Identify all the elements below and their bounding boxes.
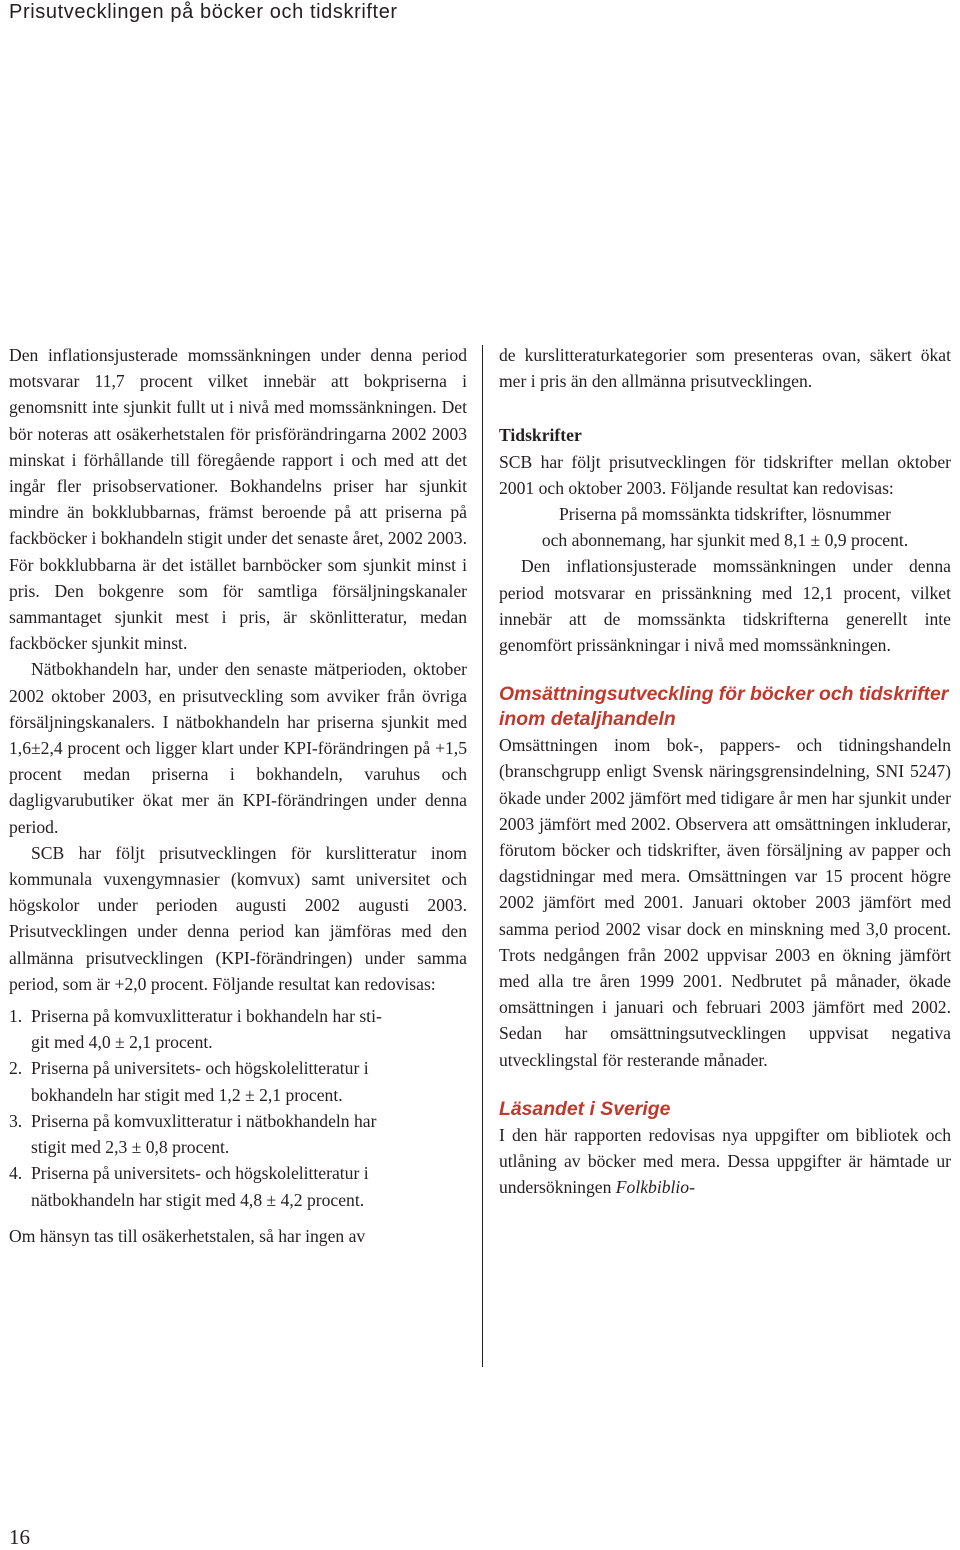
list-text: Priserna på universitets- och högskolelitteratur i [31,1163,369,1184]
body-paragraph: Den inflationsjusterade momssänkningen under denna period motsvarar en prissänkning med 12,1 procent, vilket innebär att de momssänkta tidskrifterna generellt inte genomfört prissänkningar i nivå med momssänkningen. [499,556,951,656]
section-heading-lasandet: Läsandet i Sverige [499,1097,671,1120]
result-line: Priserna på momssänkta tidskrifter, lösnummer [558,504,892,525]
list-text: Priserna på komvuxlitteratur i bokhandeln har sti- [31,1006,382,1027]
list-item [9,1108,467,1160]
subheading-tidskrifter: Tidskrifter [499,425,582,446]
list-text-cont: nätbokhandeln har stigit med 4,8 ± 4,2 procent. [31,1189,365,1210]
section-heading-omsattning: Omsättningsutveckling för böcker och tidskrifter inom detaljhandeln [499,683,949,731]
page-number: 16 [9,1525,30,1549]
body-text: I den här rapporten redovisas nya uppgifter om bibliotek och utlåning av böcker med mera. Dessa uppgifter är hämtade ur undersökningen [499,1124,951,1198]
list-number: 3. [9,1110,23,1131]
list-item [9,1055,467,1107]
list-text: Priserna på universitets- och högskolelitteratur i [31,1058,369,1079]
result-list [9,1003,467,1213]
left-column [9,342,467,1249]
right-column [499,342,951,1200]
result-line: och abonnemang, har sjunkit med 8,1 ± 0,9 procent. [541,530,909,551]
body-paragraph: Nätbokhandeln har, under den senaste mätperioden, oktober 2002 oktober 2003, en prisutveckling som avviker från övriga försäljningskanalers. I nätbokhandeln har priserna sjunkit med 1,6±2,4 procent och ligger klart under KPI-förändringen på +1,5 procent medan priserna i bokhandeln, varuhus och dagligvarubutiker ökat mer än KPI-förändringen under denna period. [9,659,467,837]
body-paragraph: SCB har följt prisutvecklingen för tidskrifter mellan oktober 2001 och oktober 2003. Följande resultat kan redovisas: [499,451,951,498]
running-head: Prisutvecklingen på böcker och tidskrifter [9,1,398,23]
body-paragraph: SCB har följt prisutvecklingen för kurslitteratur inom kommunala vuxengymnasier (komvux) samt universitet och högskolor under perioden augusti 2002 augusti 2003. Prisutvecklingen under denna period kan jämföras med den allmänna prisutvecklingen (KPI-förändringen) under samma period, som är +2,0 procent. Följande resultat kan redovisas: [9,842,467,994]
body-paragraph: Omsättningen inom bok-, pappers- och tidningshandeln (branschgrupp enligt Svensk näringsgrensindelning, SNI 5247) ökade under 2002 jämfört med tidigare år men har sjunkit under 2003 jämfört med 2002. Observera att omsättningen inkluderar, förutom böcker och tidskrifter, även försäljning av papper och dagstidningar med mera. Omsättningen var 15 procent högre 2002 jämfört med 2001. Januari oktober 2003 jämfört med samma period 2002 visar dock en minskning med 3,0 procent. Trots nedgången från 2002 uppvisar 2003 en ökning jämfört med alla tre åren 1999 2001. Nedbrutet på månader, ökade omsättningen i januari och februari 2003 jämfört med 2002. Sedan har omsättningsutvecklingen uppvisat negativa utvecklingstal för resterande månader. [499,735,951,1070]
italic-title: Folkbiblio- [615,1177,695,1198]
body-paragraph: de kurslitteraturkategorier som presenteras ovan, säkert ökat mer i pris än den allmänna prisutvecklingen. [499,345,951,392]
list-text-cont: bokhandeln har stigit med 1,2 ± 2,1 procent. [31,1084,343,1105]
list-number: 2. [9,1058,23,1079]
list-text-cont: stigit med 2,3 ± 0,8 procent. [31,1137,230,1158]
body-paragraph: Den inflationsjusterade momssänkningen under denna period motsvarar 11,7 procent vilket innebär att bokpriserna i genomsnitt inte sjunkit fullt ut i nivå med momssänkningen. Det bör noteras att osäkerhetstalen för prisförändringarna 2002 2003 minskat i förhållande till föregående rapport i och med att det ingår fler prisobservationer. Bokhandelns priser har sjunkit mindre än bokklubbarnas, främst beroende på att priserna på fackböcker i bokhandeln stigit under det senaste året, 2002 2003. För bokklubbarna är det istället barnböcker som sjunkit minst i pris. Den bokgenre som för samtliga försäljningskanaler sammantaget sjunkit mest i pris, är skönlitteratur, medan fackböcker sjunkit minst. [9,345,467,654]
body-paragraph [499,1122,951,1201]
list-text: Priserna på komvuxlitteratur i nätbokhandeln har [31,1110,377,1131]
list-text-cont: git med 4,0 ± 2,1 procent. [31,1032,213,1053]
column-divider [482,345,483,1367]
list-item [9,1160,467,1212]
list-number: 1. [9,1006,23,1027]
list-item [9,1003,467,1055]
body-paragraph: Om hänsyn tas till osäkerhetstalen, så har ingen av [9,1225,366,1246]
list-number: 4. [9,1163,23,1184]
